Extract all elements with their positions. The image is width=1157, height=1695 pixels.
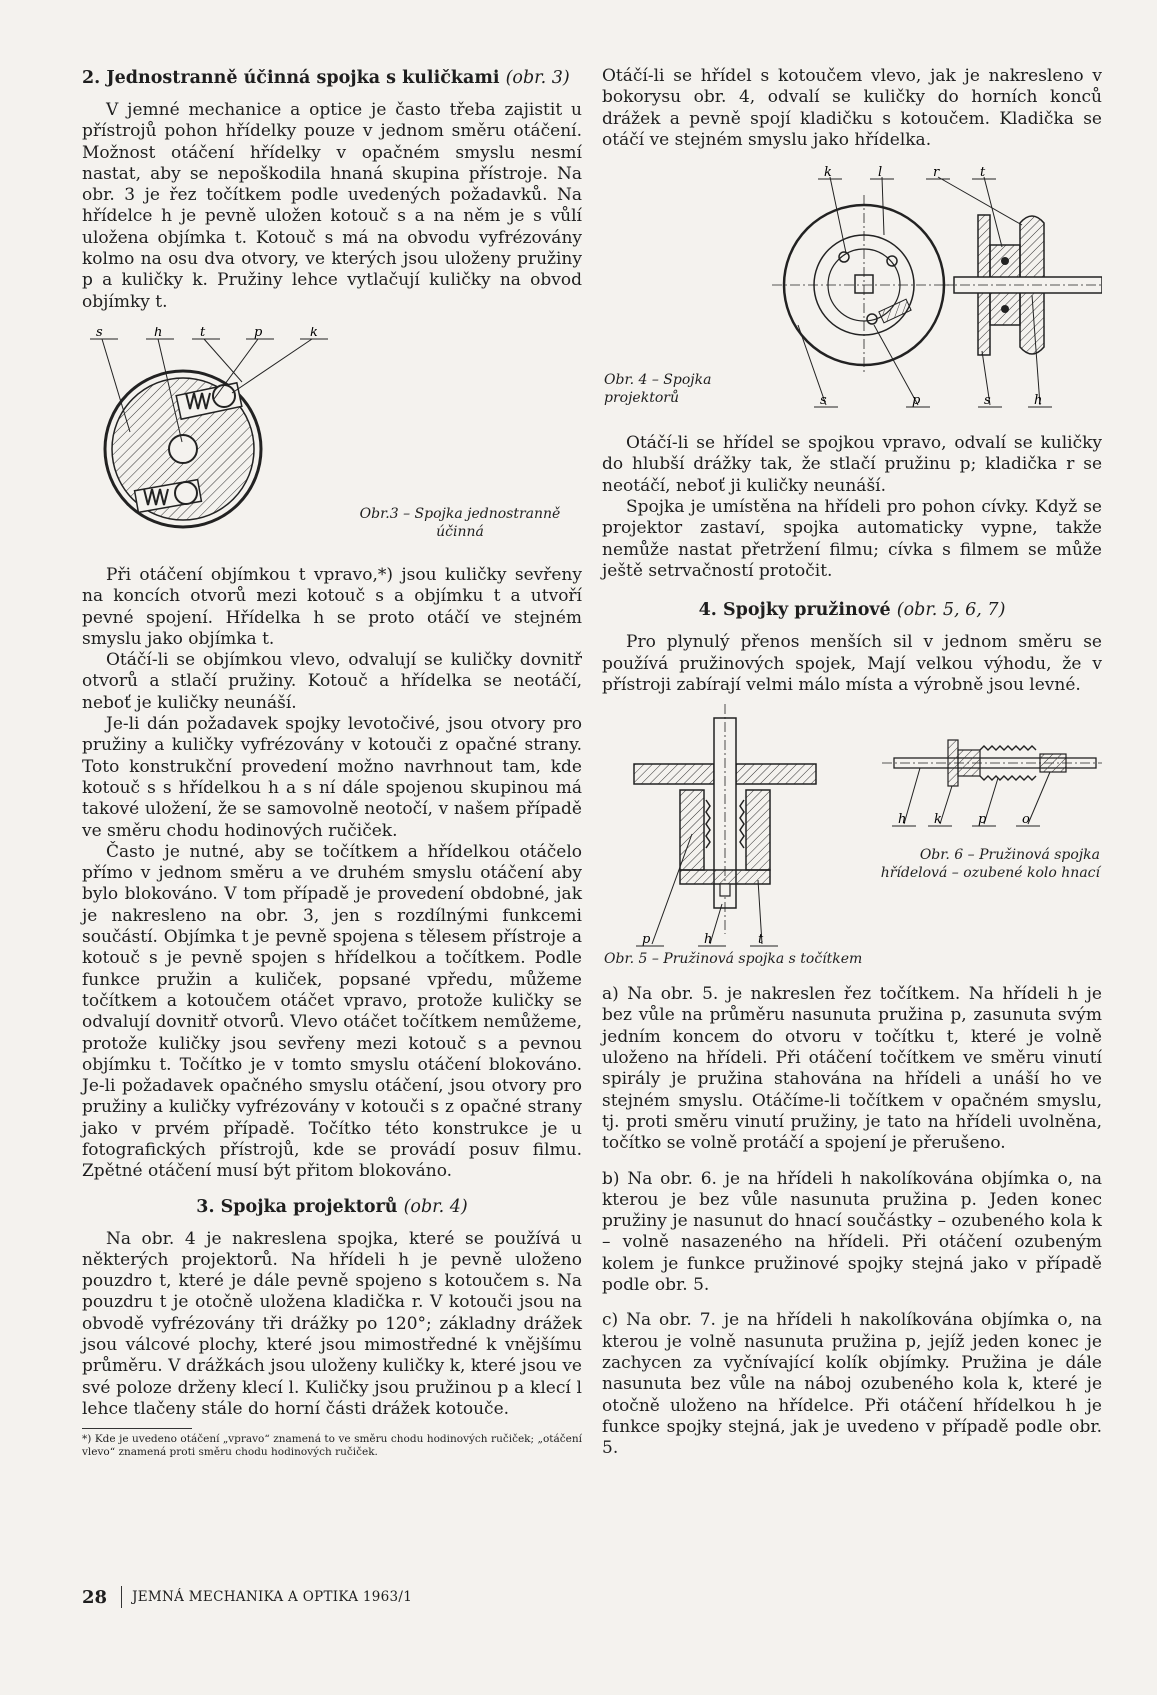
section-3-title: 3. Spojka projektorů — [196, 1196, 398, 1217]
section-2-ref: (obr. 3) — [505, 68, 570, 88]
page-number: 28 — [82, 1586, 108, 1608]
figure-6-label: o — [1022, 812, 1030, 828]
figure-4-label: r — [933, 165, 940, 181]
paragraph: Na obr. 4 je nakreslena spojka, které se používá u některých projektorů. Na hřídeli h je pevně uloženo pouzdro t, které je dále pevně spojeno s kotoučem s. Na pouzdru t je otočně uložena kladička r. V kotouči jsou na obvodě vyfrézovány tři drážky po 120°; základny drážek jsou válcové plochy, které jsou mimostředné k vnějšímu průměru. V drážkách jsou uloženy kuličky k, které jsou ve své poloze drženy klecí l. Kuličky jsou pružinou p a klecí l lehce tlačeny stále do horní části drážek kotouče. — [82, 1228, 582, 1419]
figure-5-label: t — [758, 932, 764, 948]
paragraph: c) Na obr. 7. je na hřídeli h nakolíkována objímka o, na kterou je volně nasunuta pružina p, jejíž jeden konec je zachycen za vyčnívající kolík objímky. Pružina je dále nasunuta bez vůle na náboj ozubeného kola k, které je otočně uloženo na hřídelce. Při otáčení hřídelkou h je funkce spojky stejná, jak je uvedeno v případě podle obr. 5. — [602, 1310, 1102, 1459]
figure-4-label: h — [1034, 393, 1043, 409]
shaft-icon — [169, 435, 197, 463]
figure-6-caption: Obr. 6 – Pružinová spojka hřídelová – ozubené kolo hnací — [880, 847, 1100, 882]
figure-4-label: k — [824, 165, 832, 181]
figure-6-label: p — [978, 812, 987, 828]
paragraph: Otáčí-li se hřídel se spojkou vpravo, odvalí se kuličky do hlubší drážky tak, že stlačí pružinu p; kladička r se neotáčí, neboť ji kuličky neunáší. — [602, 433, 1102, 496]
figure-4-label: s — [820, 393, 827, 409]
section-2-heading — [82, 66, 582, 90]
page-footer — [82, 1585, 412, 1609]
figure-5-caption: Obr. 5 – Pružinová spojka s točítkem — [604, 951, 863, 968]
footnote-rule — [82, 1428, 192, 1429]
section-4-ref: (obr. 5, 6, 7) — [896, 600, 1006, 621]
figure-4-label: p — [912, 393, 921, 409]
section-4-heading — [602, 598, 1102, 622]
paragraph: Často je nutné, aby se točítkem a hřídelkou otáčelo přímo v jednom směru a ve druhém smyslu otáčení aby bylo blokováno. V tom případě je provedení obdobné, jak je nakresleno na obr. 3, jen s rozdílnými funkcemi součástí. Objímka t je pevně spojena s tělesem přístroje a kotouč s je pevně spojen s hřídelkou a točítkem. Podle funkce pružin a kuliček, popsané vpředu, můžeme točítkem a kotoučem otáčet vpravo, protože kuličky se odvalují dovnitř otvorů. Vlevo otáčet točítkem nemůžeme, protože kuličky jsou sevřeny mezi kotouč s a pevnou objímku t. Točítko je v tomto smyslu otáčení blokováno. Je-li požadavek opačného smyslu otáčení, jsou otvory pro pružiny a kuličky vyfrézovány v kotouči s z opačné strany jako v prvém případě. Točítko této konstrukce je u fotografických přístrojů, kde se provádí posuv filmu. Zpětné otáčení musí být přitom blokováno. — [82, 841, 582, 1182]
right-column — [602, 66, 1102, 1459]
paragraph: V jemné mechanice a optice je často třeba zajistit u přístrojů pohon hřídelky pouze v jednom směru otáčení. Možnost otáčení hřídelky v opačném smyslu nesmí nastat, aby se nepoškodila hnaná skupina přístroje. Na obr. 3 je řez točítkem podle uvedených požadavků. Na hřídelce h je pevně uložen kotouč s a na něm je s vůlí uložena objímka t. Kotouč s má na obvodu vyfrézovány kolmo na osu dva otvory, ve kterých jsou uloženy pružiny p a kuličky k. Pružiny lehce vytlačují kuličky na obvod objímky t. — [82, 100, 582, 312]
figure-4-label: s — [984, 393, 991, 409]
paragraph: a) Na obr. 5. je nakreslen řez točítkem. Na hřídeli h je bez vůle na průměru nasunuta pružina p, zasunuta svým jedním koncem do otvoru v točítku t, které je volně uloženo na hřídeli. Při otáčení točítkem ve směru vinutí spirály je pružina stahována na hřídeli a unáší ho ve stejném smyslu. Otáčíme-li točítkem v opačném smyslu, tj. proti směru vinutí pružiny, je tato na hřídeli uvolněna, točítko se volně protáčí a spojení je přerušeno. — [602, 984, 1102, 1154]
paragraph: Je-li dán požadavek spojky levotočivé, jsou otvory pro pružiny a kuličky vyfrézovány v kotouči z opačné strany. Toto konstrukční provedení možno navrhnout tam, kde kotouč s s hřídelkou h a s ní dále spojenou skupinou má takové uložení, že se samovolně neotočí, v našem případě ve směru chodu hodinových ručiček. — [82, 714, 582, 841]
figure-3-label: k — [310, 326, 318, 340]
figure-3 — [82, 327, 582, 555]
figure-3-label: t — [200, 326, 206, 340]
paragraph: Spojka je umístěna na hřídeli pro pohon cívky. Když se projektor zastaví, spojka automaticky vypne, takže nemůže nastat přetržení filmu; cívka s filmem se může ještě setrvačností protočit. — [602, 497, 1102, 581]
section-3-ref: (obr. 4) — [403, 1196, 468, 1217]
section-4-title: 4. Spojky pružinové — [698, 600, 891, 621]
figure-4-label: t — [980, 165, 986, 181]
journal-name: JEMNÁ MECHANIKA A OPTIKA 1963/1 — [132, 1589, 413, 1605]
figure-3-label: h — [154, 326, 163, 340]
figure-4-caption: Obr. 4 – Spojka projektorů — [604, 372, 712, 407]
figure-6-label: h — [898, 812, 907, 828]
figure-3-label: p — [254, 326, 263, 340]
figure-3-caption: Obr.3 – Spojka jednostranně účinná — [359, 505, 561, 540]
paragraph: Otáčí-li se objímkou vlevo, odvalují se kuličky dovnitř otvorů a stlačí pružiny. Kotouč a hřídelka se neotáčí, neboť je kuličky neunáší. — [82, 650, 582, 713]
paragraph: Při otáčení objímkou t vpravo,*) jsou kuličky sevřeny na koncích otvorů mezi kotouč s a objímku t a utvoří pevné spojení. Hřídelka h se proto otáčí ve stejném smyslu jako objímka t. — [82, 564, 582, 649]
paragraph: Otáčí-li se hřídel s kotoučem vlevo, jak je nakresleno v bokorysu obr. 4, odvalí se kuličky do horních konců drážek a pevně spojí kladičku s kotoučem. Kladička se otáčí ve stejném smyslu jako hřídelka. — [602, 66, 1102, 150]
footer-divider — [121, 1586, 122, 1608]
left-column — [82, 66, 582, 1459]
figure-5-label: p — [642, 932, 651, 948]
footnote: *) Kde je uvedeno otáčení „vpravo“ znamená to ve směru chodu hodinových ručiček; „otáčení vlevo“ znamená proti směru chodu hodinových ručiček. — [82, 1433, 582, 1459]
figure-5-label: h — [704, 932, 713, 948]
figure-3-label: s — [96, 326, 103, 340]
figures-5-6 — [602, 704, 1102, 968]
figures-5-6-drawing — [602, 704, 1102, 968]
section-3-heading — [82, 1195, 582, 1219]
ball-icon — [175, 482, 197, 504]
figure-4 — [602, 165, 1102, 427]
paragraph: Pro plynulý přenos menších sil v jednom směru se používá pružinových spojek, Mají velkou výhodu, že v přístroji zabírají velmi málo místa a výrobně jsou levné. — [602, 632, 1102, 695]
figure-6-label: k — [934, 812, 942, 828]
paragraph: b) Na obr. 6. je na hřídeli h nakolíkována objímka o, na kterou je bez vůle nasunuta pružina p. Jeden konec pružiny je nasunut do hnací součástky – ozubeného kola k – volně nasazeného na hřídeli. Při otáčení ozubeným kolem je funkce pružinové spojky stejná jako v případě podle obr. 5. — [602, 1168, 1102, 1296]
figure-4-label: l — [878, 165, 883, 181]
section-2-title: 2. Jednostranně účinná spojka s kuličkami — [82, 68, 500, 88]
